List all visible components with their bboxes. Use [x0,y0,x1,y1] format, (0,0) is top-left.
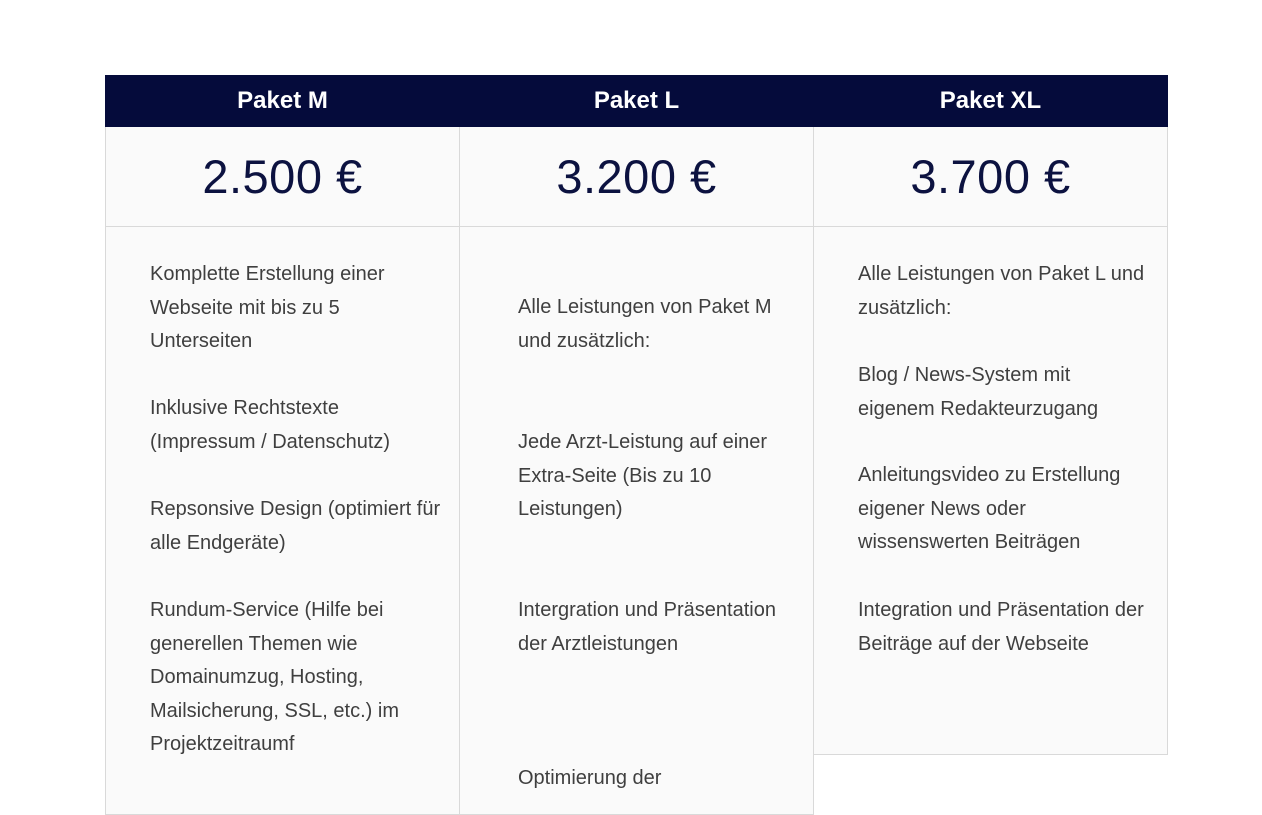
feature-item: Jede Arzt-Leistung auf einer Extra-Seite (Bis zu 10 Leistungen) [518,431,768,521]
package-price: 2.500 € [106,127,459,227]
feature-item: Alle Leistungen von Paket M und zusätzlich: [518,296,772,352]
feature-item: Inklusive Rechtstexte (Impressum / Datenschutz) [150,397,391,453]
package-title: Paket XL [813,75,1168,127]
package-price: 3.700 € [814,127,1167,227]
feature-item: Intergration und Präsentation der Arztleistungen [518,599,776,655]
feature-item: Alle Leistungen von Paket L und zusätzlich: [858,263,1145,319]
package-title: Paket L [459,75,814,127]
feature-item: Blog / News-System mit eigenem Redakteurzugang [858,364,1099,420]
package-column-l [459,75,814,815]
feature-item: Integration und Präsentation der Beiträge auf der Webseite [858,599,1144,655]
feature-item: Optimierung der [518,767,662,789]
package-column-xl [813,75,1168,755]
feature-item: Repsonsive Design (optimiert für alle Endgeräte) [150,498,441,554]
package-title: Paket M [105,75,460,127]
feature-item: Anleitungsvideo zu Erstellung eigener News oder wissenswerten Beiträgen [858,464,1121,554]
feature-item: Komplette Erstellung einer Webseite mit bis zu 5 Unterseiten [150,263,385,353]
feature-item: Rundum-Service (Hilfe bei generellen Themen wie Domainumzug, Hosting, Mailsicherung, SSL, etc.) im Projektzeitraumf [150,599,399,756]
package-column-m [105,75,460,815]
package-price: 3.200 € [460,127,813,227]
